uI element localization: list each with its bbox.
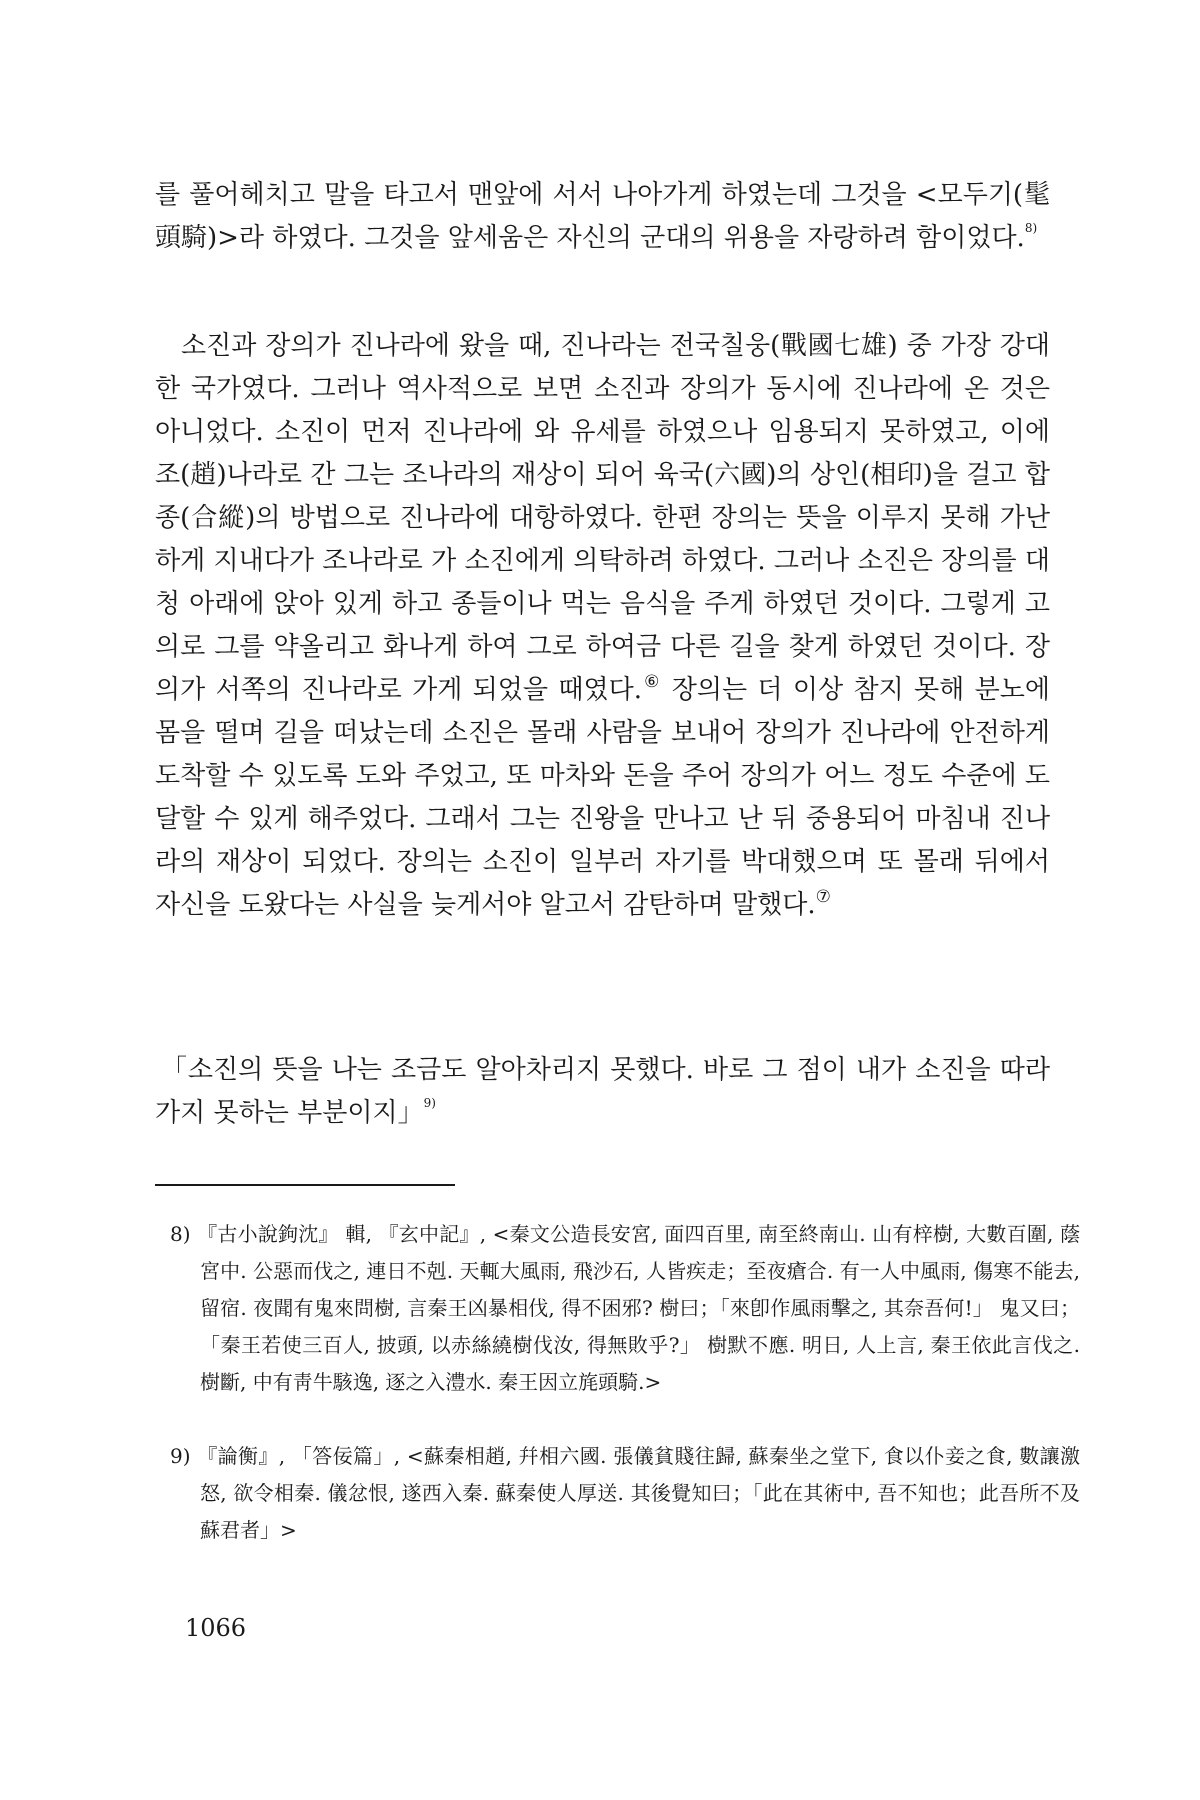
paragraph-1-text: 를 풀어헤치고 말을 타고서 맨앞에 서서 나아가게 하였는데 그것을 <모두기(髦頭騎)>라 하였다. 그것을 앞세움은 자신의 군대의 위용을 자랑하려 함이었다. [155, 180, 1050, 253]
body-paragraph-1 [155, 174, 1050, 260]
footnote-9-label: 9) [170, 1444, 191, 1468]
paragraph-3-text: 「소진의 뜻을 나는 조금도 알아차리지 못했다. 바로 그 점이 내가 소진을 따라가지 못하는 부분이지」 [155, 1055, 1050, 1128]
footnote-8-text: 『古小說鉤沈』 輯, 『玄中記』, <秦文公造長安宮, 面四百里, 南至終南山. 山有梓樹, 大數百圍, 蔭宮中. 公惡而伐之, 連日不剋. 天輒大風雨, 飛沙石, 人皆疾走；至夜瘡合. 有一人中風雨, 傷寒不能去, 留宿. 夜聞有鬼來問樹, 言秦王凶暴相伐, 得不困邪? 樹曰；「來卽作風雨擊之, 其奈吾何!」 鬼又曰；「秦王若使三百人, 披頭, 以赤絲繞樹伐汝, 得無敗乎?」 樹默不應. 明日, 人上言, 秦王依此言伐之. 樹斷, 中有靑牛駭逸, 逐之入澧水. 秦王因立旄頭騎.> [197, 1222, 1080, 1394]
paragraph-2-text-a: 소진과 장의가 진나라에 왔을 때, 진나라는 전국칠웅(戰國七雄) 중 가장 강대한 국가였다. 그러나 역사적으로 보면 소진과 장의가 동시에 진나라에 온 것은 아니었다. 소진이 먼저 진나라에 와 유세를 하였으나 임용되지 못하였고, 이에 조(趙)나라로 간 그는 조나라의 재상이 되어 육국(六國)의 상인(相印)을 걸고 합종(合縱)의 방법으로 진나라에 대항하였다. 한편 장의는 뜻을 이루지 못해 가난하게 지내다가 조나라로 가 소진에게 의탁하려 하였다. 그러나 소진은 장의를 대청 아래에 앉아 있게 하고 종들이나 먹는 음식을 주게 하였던 것이다. 그렇게 고의로 그를 약올리고 화나게 하여 그로 하여금 다른 길을 찾게 하였던 것이다. 장의가 서쪽의 진나라로 가게 되었을 때였다. [155, 331, 1050, 705]
footnote-8 [170, 1216, 1080, 1401]
footnote-divider [155, 1184, 455, 1186]
footnote-ref-8: 8) [1024, 221, 1038, 235]
page-number: 1066 [185, 1614, 247, 1642]
footnote-ref-9: 9) [423, 1096, 436, 1110]
body-paragraph-3-quote [155, 1049, 1050, 1135]
footnote-9-text: 『論衡』, 「答佞篇」, <蘇秦相趙, 幷相六國. 張儀貧賤往歸, 蘇秦坐之堂下, 食以仆妾之食, 數讓激怒, 欲令相秦. 儀忿恨, 遂西入秦. 蘇秦使人厚送. 其後覺知曰；「此在其術中, 吾不知也；此吾所不及蘇君者」> [197, 1444, 1081, 1542]
footnote-8-label: 8) [170, 1222, 191, 1246]
circled-ref-6: ⑥ [641, 672, 662, 692]
paragraph-2-text-b: 장의는 더 이상 참지 못해 분노에 몸을 떨며 길을 떠났는데 소진은 몰래 사람을 보내어 장의가 진나라에 안전하게 도착할 수 있도록 도와 주었고, 또 마차와 돈을 주어 장의가 어느 정도 수준에 도달할 수 있게 해주었다. 그래서 그는 진왕을 만나고 난 뒤 중용되어 마침내 진나라의 재상이 되었다. 장의는 소진이 일부러 자기를 박대했으며 또 몰래 뒤에서 자신을 도왔다는 사실을 늦게서야 알고서 감탄하며 말했다. [155, 675, 1051, 920]
circled-ref-7: ⑦ [815, 887, 831, 907]
footnote-9 [170, 1438, 1080, 1549]
body-paragraph-2 [155, 325, 1050, 927]
